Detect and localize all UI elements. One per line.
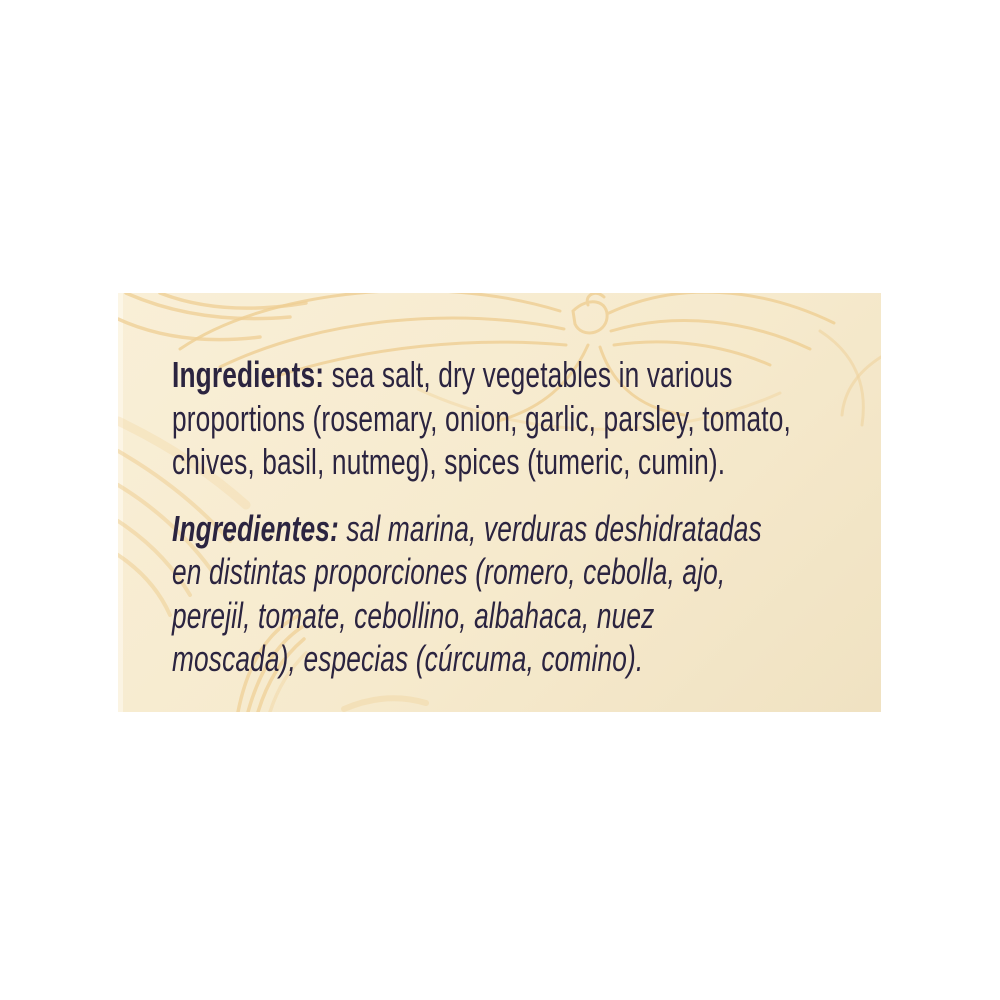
ingredients-es-line-1 [172, 507, 791, 551]
ingredients-en-line-2: proportions (rosemary, onion, garlic, parsley, tomato, [172, 397, 791, 439]
ingredients-en-line-3: chives, basil, nutmeg), spices (tumeric, cumin). [172, 441, 726, 482]
ingredients-es-label: Ingredientes: [172, 507, 339, 549]
ingredient-label-panel [118, 293, 881, 712]
ingredients-es-line-3: perejil, tomate, cebollino, albahaca, nuez [172, 594, 655, 636]
ingredients-en-label: Ingredients: [172, 354, 325, 395]
top-left-rays-decoration [118, 293, 306, 340]
ingredients-spanish [172, 507, 791, 681]
ingredients-en-line-1-text: sea salt, dry vegetables in various [324, 354, 733, 395]
ingredients-text-block [172, 353, 791, 681]
ingredients-es-line-4: moscada), especias (cúrcuma, comino). [172, 638, 644, 679]
ingredients-es-line-1-text: sal marina, verduras deshidratadas [338, 507, 762, 549]
ingredients-en-line-1 [172, 353, 791, 397]
ingredients-es-line-2: en distintas proporciones (romero, cebolla, ajo, [172, 551, 726, 592]
ingredients-english [172, 353, 791, 484]
